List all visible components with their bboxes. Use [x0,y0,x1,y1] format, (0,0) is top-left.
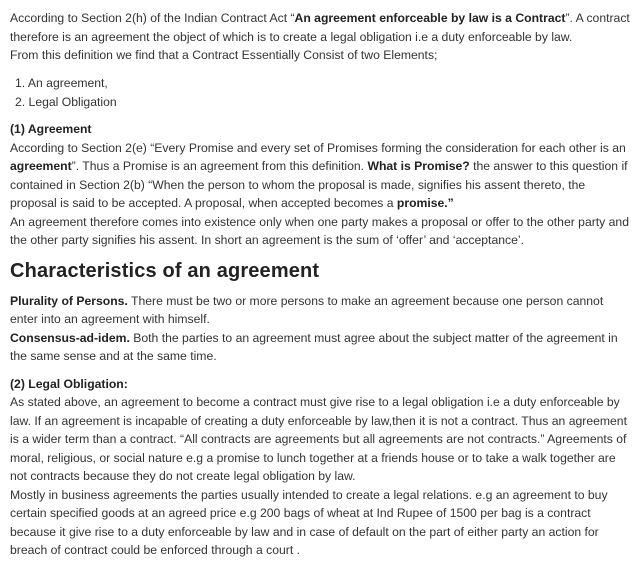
list-item: 1. An agreement, [15,75,108,90]
legal-obligation-heading: (2) Legal Obligation: [10,376,128,391]
agreement-heading: (1) Agreement [10,122,92,136]
characteristics-title: Characteristics of an agreement [10,259,320,282]
agreement-definition-paragraph: According to Section 2(e) “Every Promise and every set of Promises forming the consideration for each other is an agreement”. Thus a Promise is an agreement from this definition. What is Promise? the answer to this question if contained in Section 2(b) “When the person to whom the proposal is made, signifies his assent thereto, the proposal is said to be accepted. A proposal, when accepted becomes a promise.” [10,140,628,210]
list-item: 2. Legal Obligation [15,94,117,109]
intro-paragraph: According to Section 2(h) of the Indian Contract Act “An agreement enforceable by law is a Contract”. A contract therefore is an agreement the object of which is to create a legal obligation i.e a duty enforceable by law. [10,11,630,44]
contract-definition-bold: An agreement enforceable by law is a Contract [294,11,566,25]
intro-elements-sentence: From this definition we find that a Contract Essentially Consist of two Elements; [10,48,438,62]
plurality-paragraph: Plurality of Persons. There must be two or more persons to make an agreement because one person cannot enter into an agreement with himself. [10,293,604,326]
legal-obligation-paragraph: As stated above, an agreement to become a contract must give rise to a legal obligation i.e a duty enforceable by law. If an agreement is incapable of creating a duty enforceable by law,then it is not a contract. Thus an agreement is a wider term than a contract. “All contracts are agreements but all agreements are not contracts.” Agreements of moral, religious, or social nature e.g a promise to lunch together at a friends house or to take a walk together are not contracts because they do not create legal obligation by law. [10,395,627,483]
business-agreements-paragraph: Mostly in business agreements the parties usually intended to create a legal relations. e.g an agreement to buy certain specified goods at an agreed price e.g 200 bags of wheat at Ind Rupee of 1500 per bag is a contract because it give rise to a duty enforceable by law and in case of default on the part of either party an action for breach of contract could be enforced through a court . [10,487,608,557]
consensus-paragraph: Consensus-ad-idem. Both the parties to an agreement must agree about the subject matter of the agreement in the same sense and at the same time. [10,330,618,363]
agreement-existence-paragraph: An agreement therefore comes into existence only when one party makes a proposal or offer to the other party and the other party signifies his assent. In short an agreement is the sum of ‘offer’ and ‘acceptance’. [10,214,629,247]
elements-list [10,74,630,112]
